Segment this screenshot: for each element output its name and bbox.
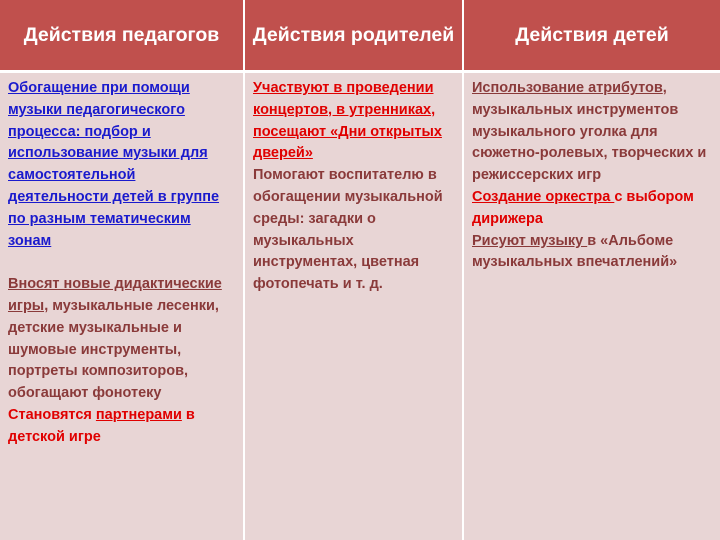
- cell-parents: [244, 72, 463, 540]
- content-row: [0, 72, 720, 540]
- teachers-partners-text-b: в детской игре: [8, 406, 195, 445]
- children-orchestra-paragraph: [472, 187, 714, 231]
- children-draw-paragraph: [472, 231, 714, 275]
- parents-concerts-link[interactable]: Участвуют в проведении концертов, в утренниках, посещают «Дни открытых дверей»: [253, 80, 442, 162]
- cell-teachers: [0, 72, 244, 540]
- teachers-games-link[interactable]: Вносят новые дидактические игры,: [8, 276, 222, 314]
- children-orchestra-link[interactable]: Создание оркестра: [472, 188, 615, 205]
- children-attributes-link[interactable]: Использование атрибутов: [472, 80, 663, 96]
- header-children: Действия детей: [463, 0, 720, 72]
- parents-help-text: Помогают воспитателю в обогащении музыкальной среды: загадки о музыкальных инструментах, цветная фотопечать и т. д.: [253, 167, 443, 293]
- children-draw-text: в «Альбоме музыкальных впечатлений»: [472, 232, 678, 271]
- teachers-partners-link[interactable]: партнерами: [95, 406, 182, 423]
- teachers-games-text: музыкальные лесенки, детские музыкальные и шумовые инструменты, портреты композиторов, обогащают фонотеку: [8, 297, 219, 402]
- teachers-partners-text-a: Становятся: [8, 406, 96, 423]
- header-row: [0, 0, 720, 72]
- teachers-partners-paragraph: [8, 405, 237, 449]
- cell-children: [463, 72, 720, 540]
- children-orchestra-text: с выбором дирижера: [472, 188, 694, 227]
- teachers-enrichment-link[interactable]: Обогащение при помощи музыки педагогического процесса: подбор и использование музыки для самостоятельной деятельности детей в группе по разным тематическим зонам: [8, 80, 220, 249]
- children-draw-link[interactable]: Рисуют музыку: [472, 232, 588, 249]
- header-teachers: Действия педагогов: [0, 0, 244, 72]
- header-parents: Действия родителей: [244, 0, 463, 72]
- children-attributes-paragraph: [472, 78, 714, 187]
- spacer: [8, 252, 237, 274]
- teachers-games-paragraph: [8, 274, 237, 405]
- children-attributes-text: , музыкальных инструментов музыкального уголка для сюжетно-ролевых, творческих и режиссерских игр: [472, 80, 707, 184]
